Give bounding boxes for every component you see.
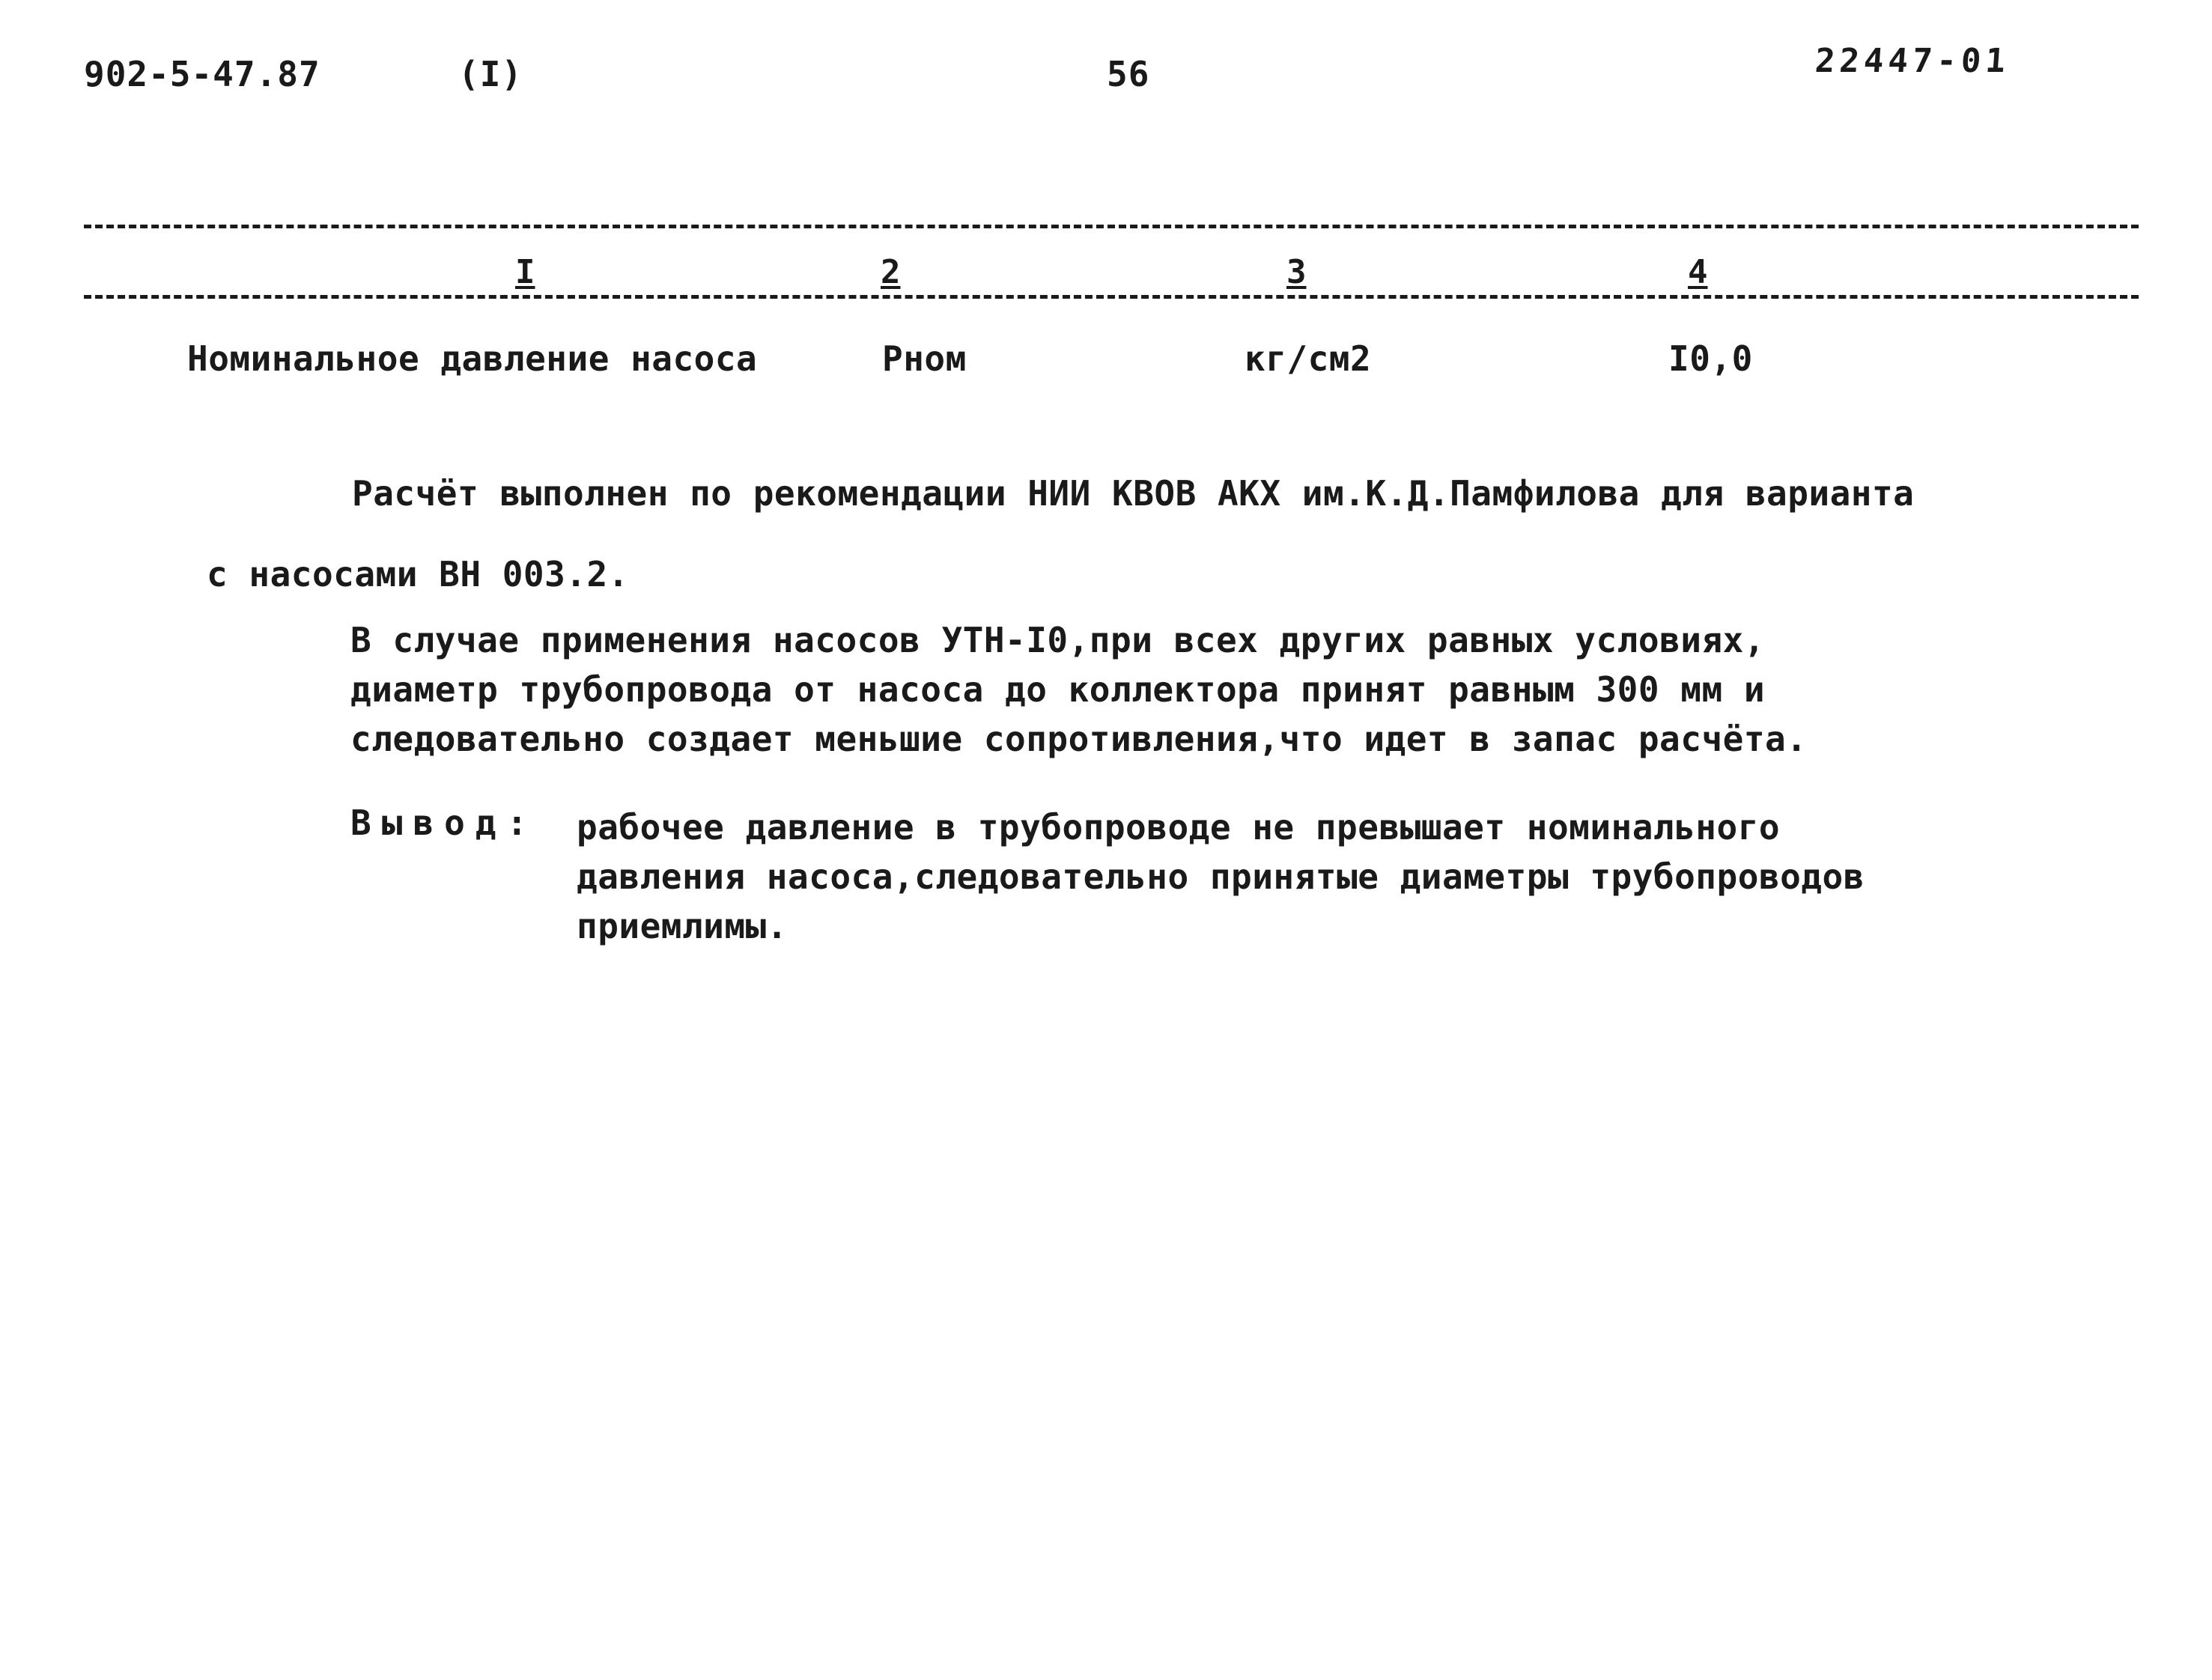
conclusion-label: Вывод:: [350, 803, 538, 843]
conclusion-text: [577, 803, 1865, 951]
parameter-symbol: Рном: [882, 338, 967, 379]
paragraph-2-line-1: В случае применения насосов УТН-I0,при всех других равных условиях,: [350, 620, 1766, 660]
parameter-name: Номинальное давление насоса: [187, 338, 758, 379]
paragraph-2: [350, 615, 1807, 764]
volume-number: (I): [458, 54, 523, 94]
conclusion-line-1: рабочее давление в трубопроводе не превышает номинального: [577, 807, 1781, 847]
column-number-3: 3: [1286, 253, 1307, 291]
column-number-4: 4: [1688, 253, 1708, 291]
page-number: 56: [1107, 54, 1150, 94]
parameter-value: I0,0: [1668, 338, 1753, 379]
table-top-rule: [84, 225, 2139, 228]
inventory-number: 22447-01: [1814, 42, 2011, 80]
paragraph-2-line-2: диаметр трубопровода от насоса до коллектора принят равным 300 мм и: [350, 669, 1766, 710]
paragraph-2-line-3: следовательно создает меньшие сопротивления,что идет в запас расчёта.: [350, 719, 1808, 759]
paragraph-1-line-2: с насосами ВН 003.2.: [207, 554, 629, 594]
conclusion-line-3: приемлимы.: [577, 906, 788, 946]
table-header-rule: [84, 295, 2139, 299]
paragraph-1-line-1: Расчёт выполнен по рекомендации НИИ КВОВ АКХ им.К.Д.Памфилова для варианта: [352, 473, 1915, 514]
column-number-1: I: [515, 253, 535, 291]
doc-code: 902-5-47.87: [84, 54, 320, 94]
column-number-2: 2: [881, 253, 901, 291]
parameter-unit: кг/см2: [1245, 338, 1372, 379]
conclusion-line-2: давления насоса,следовательно принятые диаметры трубопроводов: [577, 856, 1865, 897]
